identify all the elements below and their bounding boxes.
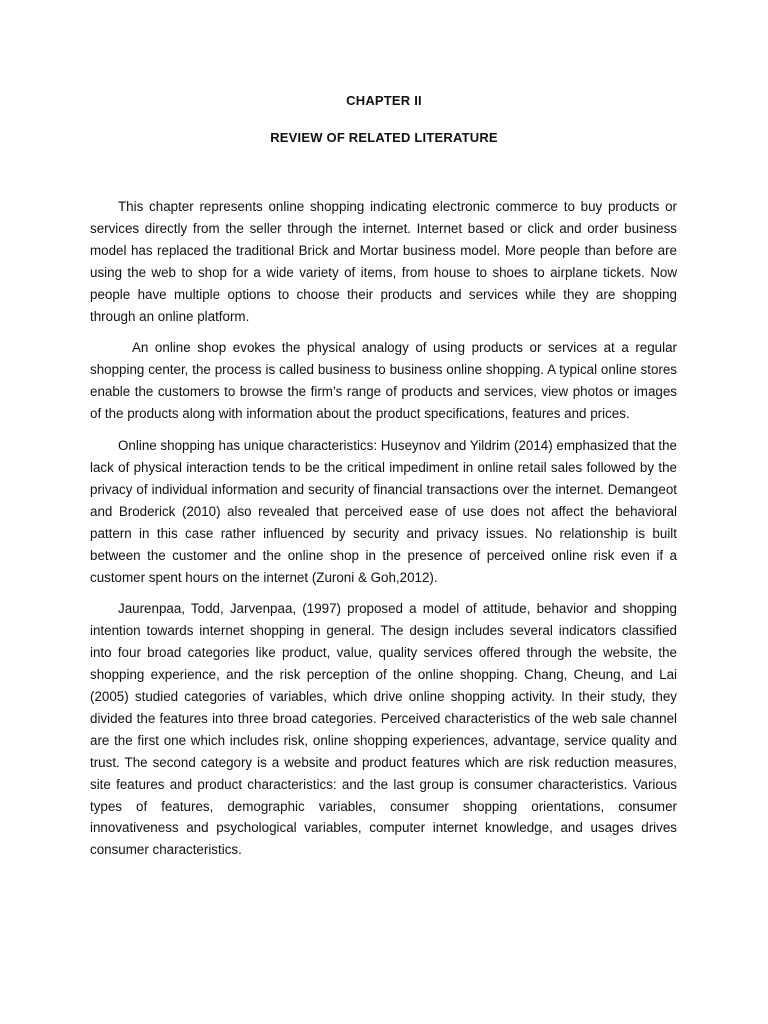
chapter-label: CHAPTER II: [346, 93, 422, 108]
body-text: [90, 196, 677, 871]
chapter-title: REVIEW OF RELATED LITERATURE: [270, 130, 498, 145]
paragraph-online-shop: An online shop evokes the physical analogy of using products or services at a regular shopping center, the process is called business to business online shopping. A typical online stores enable the customers to browse the firm’s range of products and services, view photos or images of the products along with information about the product specifications, features and prices.: [90, 340, 677, 422]
paragraph-characteristics: Online shopping has unique characteristics: Huseynov and Yildrim (2014) emphasized that the lack of physical interaction tends to be the critical impediment in online retail sales followed by the privacy of individual information and security of financial transactions over the internet. Demangeot and Broderick (2010) also revealed that perceived ease of use does not affect the behavioral pattern in this case rather influenced by security and privacy issues. No relationship is built between the customer and the online shop in the presence of perceived online risk even if a customer spent hours on the internet (Zuroni & Goh,2012).: [90, 438, 678, 585]
paragraph-model: Jaurenpaa, Todd, Jarvenpaa, (1997) proposed a model of attitude, behavior and shopping intention towards internet shopping in general. The design includes several indicators classified into four broad categories like product, value, quality services offered through the website, the shopping experience, and the risk perception of the online shopping. Chang, Cheung, and Lai (2005) studied categories of variables, which drive online shopping activity. In their study, they divided the features into three broad categories. Perceived characteristics of the web sale channel are the first one which includes risk, online shopping experiences, advantage, service quality and trust. The second category is a website and product features which are risk reduction measures, site features and product characteristics: and the last group is consumer characteristics. Various types of features, demographic variables, consumer shopping orientations, consumer innovativeness and psychological variables, computer internet knowledge, and usages drives consumer characteristics.: [90, 601, 677, 858]
paragraph-intro: This chapter represents online shopping indicating electronic commerce to buy products or services directly from the seller through the internet. Internet based or click and order business model has replaced the traditional Brick and Mortar business model. More people than before are using the web to shop for a wide variety of items, from house to shoes to airplane tickets. Now people have multiple options to choose their products and services while they are shopping through an online platform.: [90, 199, 677, 324]
